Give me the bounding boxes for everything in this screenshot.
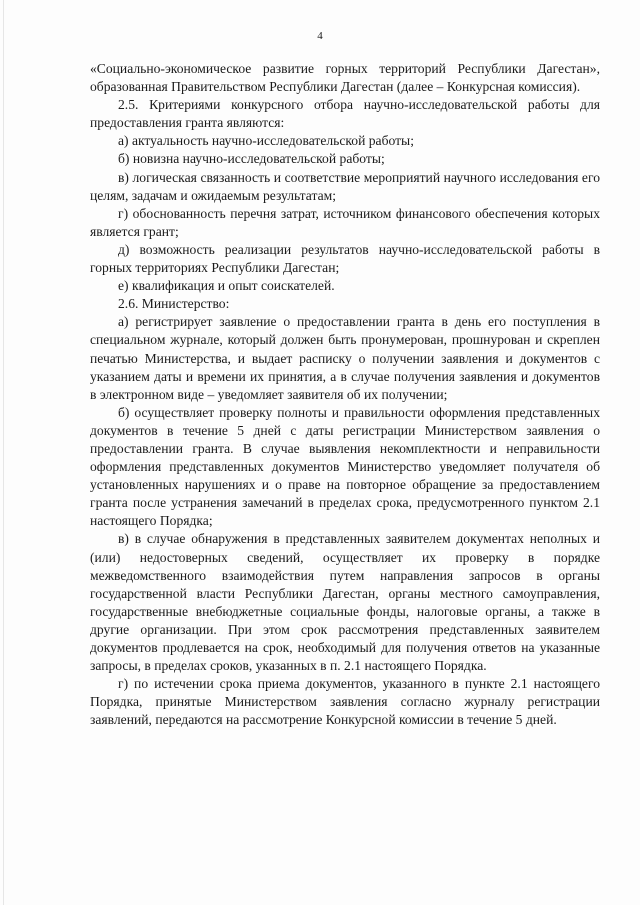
paragraph-2-6-a: а) регистрирует заявление о предоставлении гранта в день его поступления в специальном журнале, который должен быть пронумерован, прошнурован и скреплен печатью Министерства, и выдает расписку о получении заявления и документов с указанием даты и времени их принятия, а в случае получения заявления и документов в электронном виде – уведомляет заявителя об их получении; (90, 314, 600, 402)
paragraph-2-5-g: г) обоснованность перечня затрат, источником финансового обеспечения которых является грант; (90, 205, 600, 239)
paragraph-2-5: 2.5. Критериями конкурсного отбора научно-исследовательской работы для предоставления гранта являются: (90, 97, 600, 131)
scan-edge (3, 0, 4, 905)
paragraph-2-6-v: в) в случае обнаружения в представленных заявителем документах неполных и (или) недостоверных сведений, осуществляет их проверку в порядке межведомственного взаимодействия путем направления запросов в органы государственной власти Республики Дагестан, органы местного самоуправления, государственные внебюджетные социальные фонды, налоговые органы, а также в другие организации. При этом срок рассмотрения представленных заявителем документов продлевается на срок, необходимый для получения ответов на указанные запросы, в пределах сроков, указанных в п. 2.1 настоящего Порядка. (90, 531, 600, 674)
paragraph-2-6: 2.6. Министерство: (118, 296, 230, 312)
paragraph-2-5-e: е) квалификация и опыт соискателей. (118, 278, 335, 294)
paragraph-2-5-a: а) актуальность научно-исследовательской работы; (118, 133, 414, 149)
paragraph-commission: «Социально-экономическое развитие горных территорий Республики Дагестан», образованная Правительством Республики Дагестан (далее – Конкурсная комиссия). (90, 61, 600, 95)
paragraph-2-5-v: в) логическая связанность и соответствие мероприятий научного исследования его целям, задачам и ожидаемым результатам; (90, 169, 600, 203)
document-body (90, 60, 600, 729)
paragraph-2-6-g: г) по истечении срока приема документов, указанного в пункте 2.1 настоящего Порядка, принятые Министерством заявления согласно журналу регистрации заявлений, передаются на рассмотрение Конкурсной комиссии в течение 5 дней. (90, 676, 600, 728)
page-number: 4 (317, 30, 323, 42)
paragraph-2-5-b: б) новизна научно-исследовательской работы; (118, 151, 385, 167)
paragraph-2-6-b: б) осуществляет проверку полноты и правильности оформления представленных документов в течение 5 дней с даты регистрации Министерством заявления о предоставлении гранта. В случае выявления некомплектности и неправильности оформления представленных документов Министерство уведомляет получателя об установленных нарушениях и о праве на повторное обращение за предоставлением гранта после устранения замечаний в пределах срока, предусмотренного пунктом 2.1 настоящего Порядка; (90, 404, 600, 529)
paragraph-2-5-d: д) возможность реализации результатов научно-исследовательской работы в горных территориях Республики Дагестан; (90, 241, 600, 276)
